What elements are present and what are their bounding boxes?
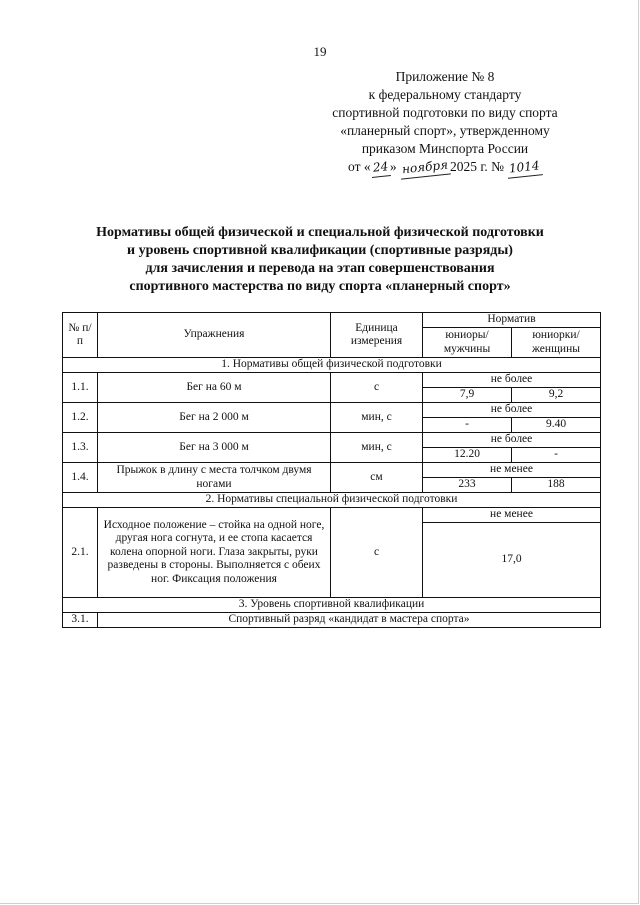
table-row [63, 373, 601, 388]
value-m: - [423, 418, 512, 433]
title-line: и уровень спортивной квалификации (спортивные разряды) [127, 243, 513, 258]
order-prefix: от « [348, 159, 371, 174]
page-number: 19 [313, 44, 327, 59]
section-title: 2. Нормативы специальной физической подготовки [63, 493, 601, 508]
header-juniors-m: юниоры/ мужчины [423, 328, 512, 358]
table-row [63, 433, 601, 448]
value-combined: 17,0 [423, 523, 601, 598]
row-num: 1.2. [63, 403, 98, 433]
row-unit: с [331, 508, 423, 598]
value-f: 9.40 [512, 418, 601, 433]
header-exercise: Упражнения [98, 313, 331, 358]
appendix-line: Приложение № 8 [395, 69, 495, 84]
row-condition: не более [423, 403, 601, 418]
value-m: 233 [423, 478, 512, 493]
appendix-line: приказом Минспорта России [361, 141, 529, 156]
row-condition: не более [423, 373, 601, 388]
row-unit: см [331, 463, 423, 493]
table-row [63, 403, 601, 418]
norms-table [62, 312, 601, 628]
row-num: 1.1. [63, 373, 98, 403]
order-line [280, 158, 610, 177]
row-exercise: Исходное положение – стойка на одной ноге, другая нога согнута, и ее стопа касается колена опорной ноги. Глаза закрыты, руки разведены в стороны. Выполняется с обеих ног. Фиксация положения [98, 508, 331, 598]
row-condition: не более [423, 433, 601, 448]
row-condition: не менее [423, 463, 601, 478]
value-m: 12.20 [423, 448, 512, 463]
value-f: - [512, 448, 601, 463]
order-number-handwritten: 1014 [507, 156, 543, 179]
row-exercise: Прыжок в длину с места толчком двумя ногами [98, 463, 331, 493]
row-text: Спортивный разряд «кандидат в мастера спорта» [98, 613, 601, 628]
section-title: 1. Нормативы общей физической подготовки [63, 358, 601, 373]
title-line: для зачисления и перевода на этап совершенствования [145, 261, 495, 276]
table-row [63, 613, 601, 628]
row-exercise: Бег на 60 м [98, 373, 331, 403]
row-num: 2.1. [63, 508, 98, 598]
row-num: 1.3. [63, 433, 98, 463]
value-m: 7,9 [423, 388, 512, 403]
header-unit: Единица измерения [331, 313, 423, 358]
header-juniors-f: юниорки/ женщины [512, 328, 601, 358]
appendix-line: спортивной подготовки по виду спорта [332, 105, 558, 120]
table-header-row [63, 313, 601, 328]
value-f: 188 [512, 478, 601, 493]
row-num: 3.1. [63, 613, 98, 628]
order-day-handwritten: 24 [370, 157, 391, 178]
row-condition: не менее [423, 508, 601, 523]
row-exercise: Бег на 3 000 м [98, 433, 331, 463]
row-num: 1.4. [63, 463, 98, 493]
document-title [40, 224, 600, 296]
appendix-line: «планерный спорт», утвержденному [340, 123, 550, 138]
header-norm: Норматив [423, 313, 601, 328]
section-row [63, 358, 601, 373]
title-line: Нормативы общей физической и специальной физической подготовки [96, 225, 544, 240]
row-unit: с [331, 373, 423, 403]
order-year: 2025 г. № [450, 159, 505, 174]
row-unit: мин, с [331, 433, 423, 463]
order-month-handwritten: ноября [399, 155, 451, 179]
row-exercise: Бег на 2 000 м [98, 403, 331, 433]
appendix-block [280, 68, 610, 177]
title-line: спортивного мастерства по виду спорта «планерный спорт» [129, 279, 511, 294]
section-row [63, 598, 601, 613]
section-row [63, 493, 601, 508]
table-row [63, 463, 601, 478]
value-f: 9,2 [512, 388, 601, 403]
section-title: 3. Уровень спортивной квалификации [63, 598, 601, 613]
order-quote-close: » [389, 159, 397, 174]
appendix-line: к федеральному стандарту [368, 87, 522, 102]
row-unit: мин, с [331, 403, 423, 433]
header-num: № п/п [63, 313, 98, 358]
table-row [63, 508, 601, 523]
